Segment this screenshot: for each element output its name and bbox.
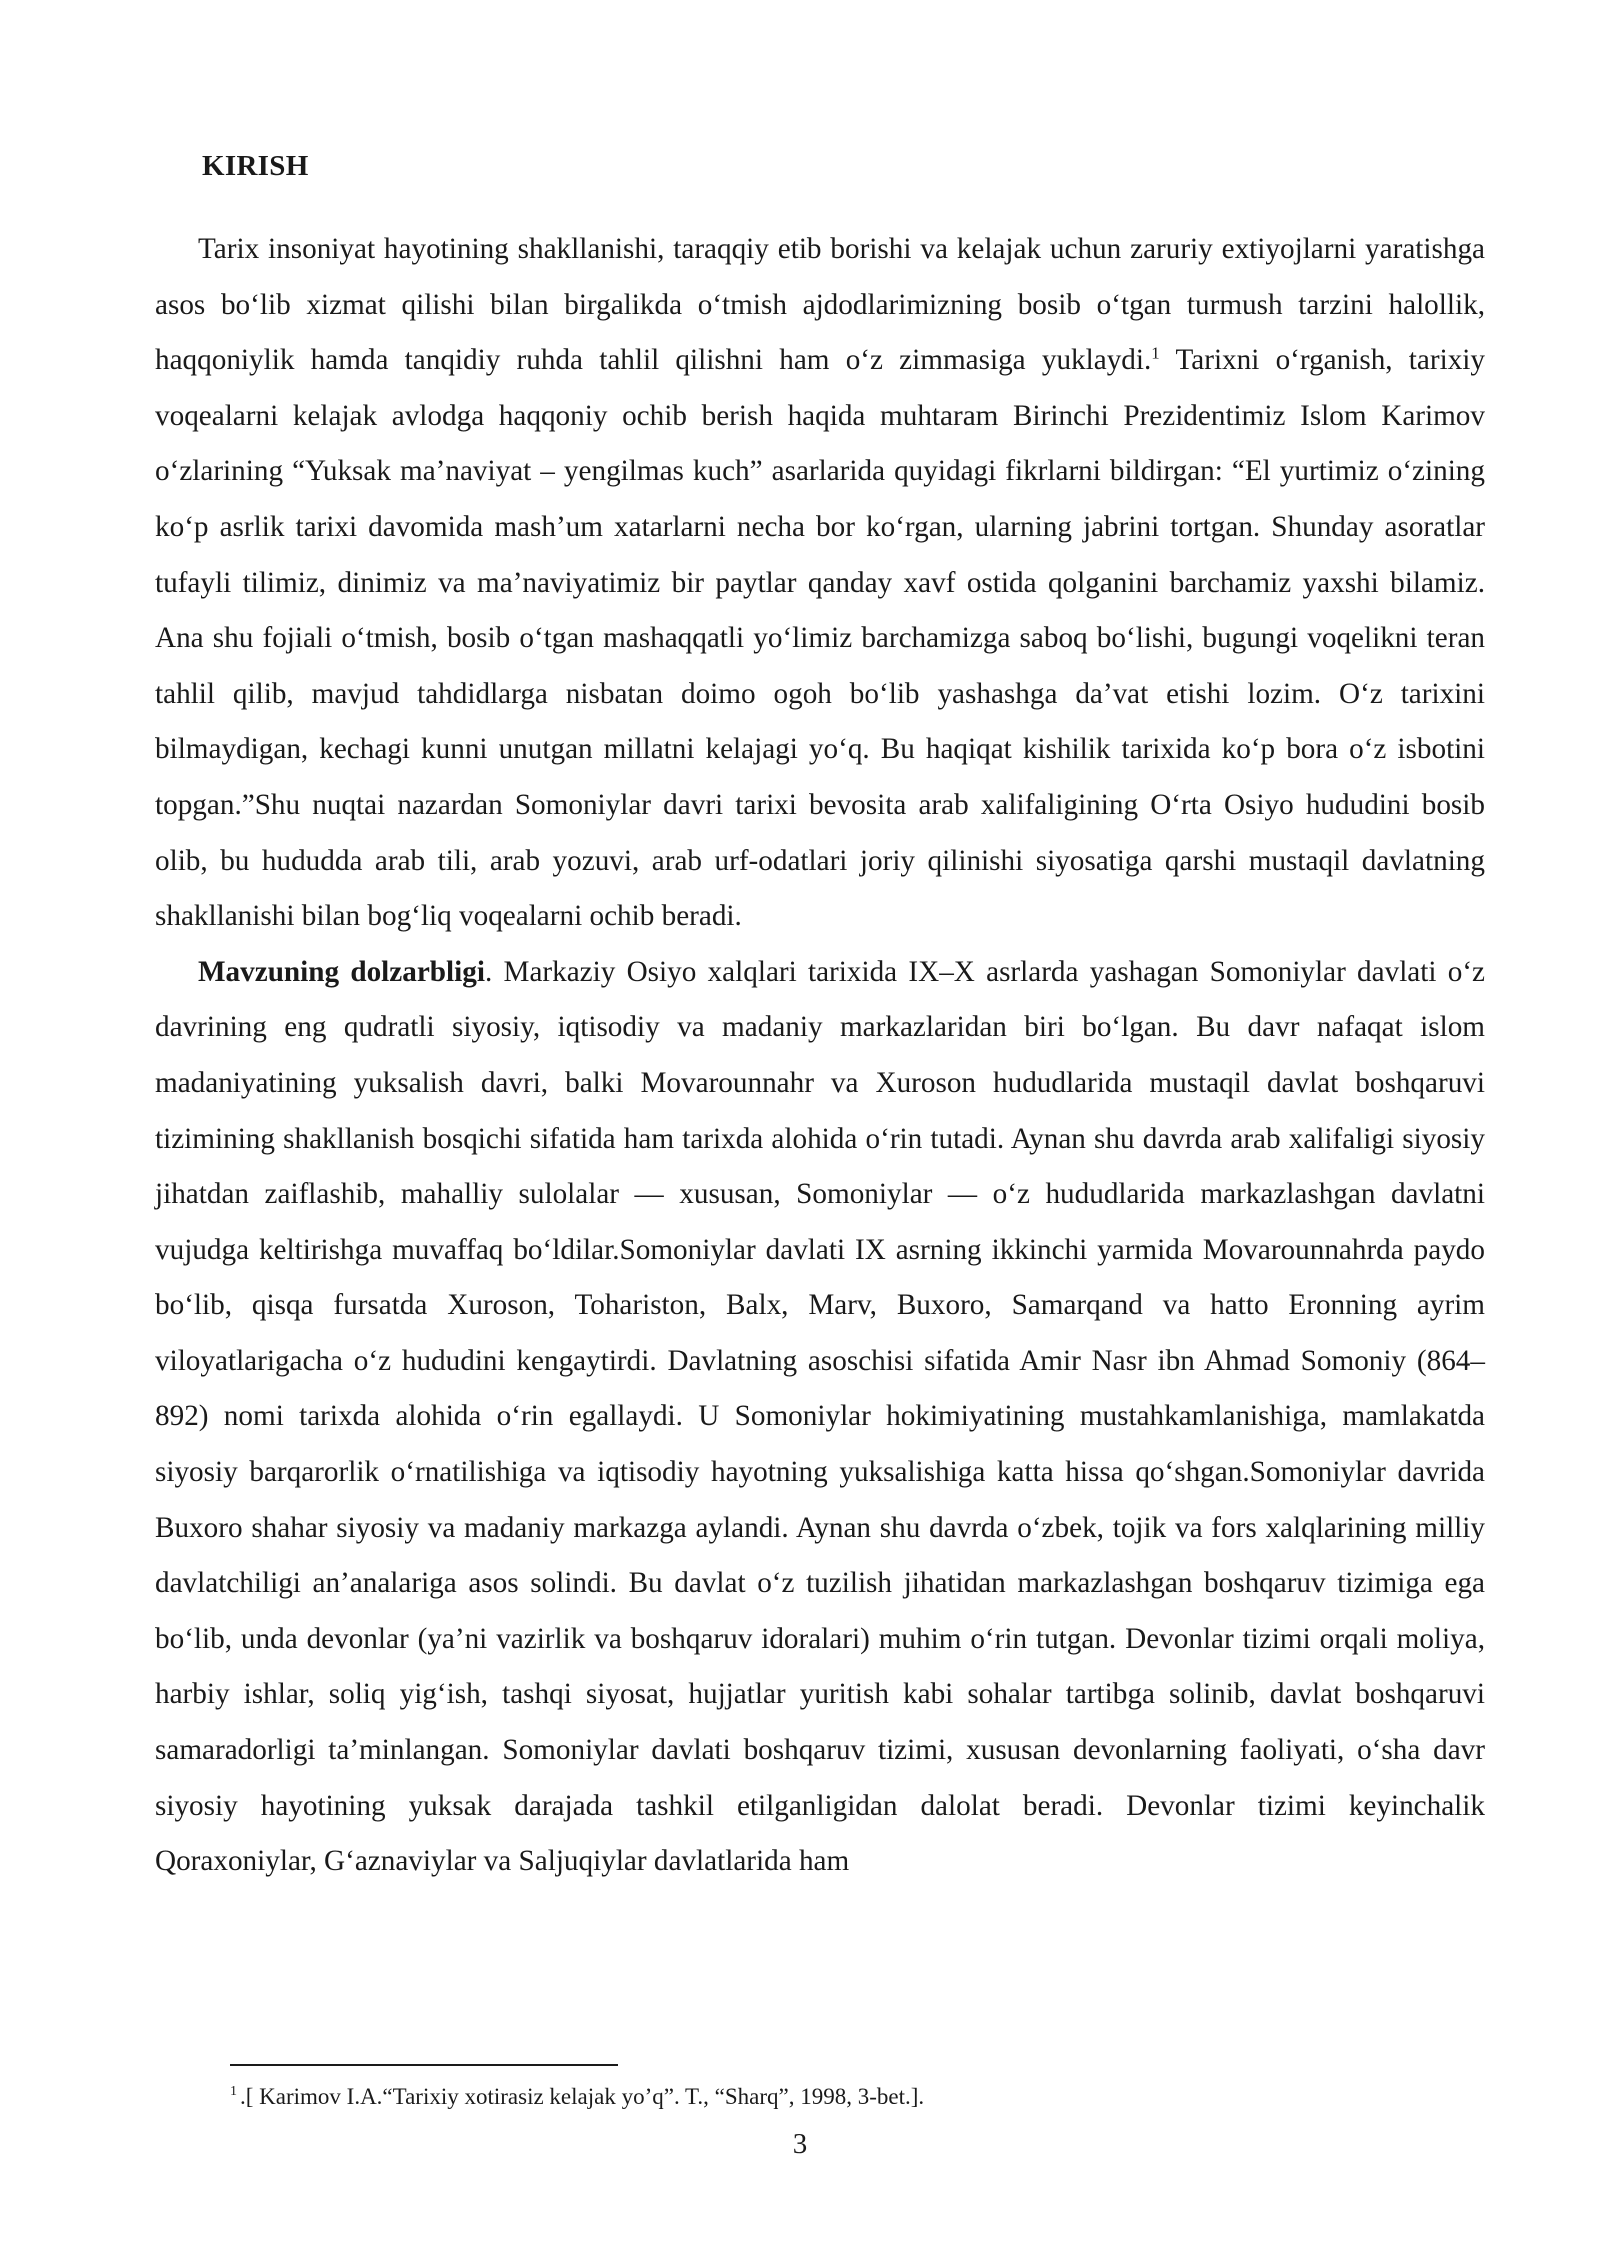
intro-paragraph — [155, 222, 1485, 945]
page-number: 3 — [792, 2128, 808, 2160]
footnote-reference: 1 — [1151, 343, 1160, 363]
footnote-mark: 1 — [230, 2084, 237, 2100]
body-text — [155, 222, 1485, 1890]
footnote-divider — [230, 2064, 618, 2066]
relevance-text: . Markaziy Osiyo xalqlari tarixida IX–X asrlarda yashagan Somoniylar davlati o‘z davrining eng qudratli siyosiy, iqtisodiy va madaniy markazlaridan biri bo‘lgan. Bu davr nafaqat islom madaniyatining yuksalish davri, balki Movarounnahr va Xuroson hududlarida mustaqil davlat boshqaruvi tizimining shakllanish bosqichi sifatida ham tarixda alohida o‘rin tutadi. Aynan shu davrda arab xalifaligi siyosiy jihatdan zaiflashib, mahalliy sulolalar — xususan, Somoniylar — o‘z hududlarida markazlashgan davlatni vujudga keltirishga muvaffaq bo‘ldilar.Somoniylar davlati IX asrning ikkinchi yarmida Movarounnahrda paydo bo‘lib, qisqa fursatda Xuroson, Tohariston, Balx, Marv, Buxoro, Samarqand va hatto Eronning ayrim viloyatlarigacha o‘z hududini kengaytirdi. Davlatning asoschisi sifatida Amir Nasr ibn Ahmad Somoniy (864–892) nomi tarixda alohida o‘rin egallaydi. U Somoniylar hokimiyatining mustahkamlanishiga, mamlakatda siyosiy barqarorlik o‘rnatilishiga va iqtisodiy hayotning yuksalishiga katta hissa qo‘shgan.Somoniylar davrida Buxoro shahar siyosiy va madaniy markazga aylandi. Aynan shu davrda o‘zbek, tojik va fors xalqlarining milliy davlatchiligi an’analariga asos solindi. Bu davlat o‘z tuzilish jihatidan markazlashgan boshqaruv tizimiga ega bo‘lib, unda devonlar (ya’ni vazirlik va boshqaruv idoralari) muhim o‘rin tutgan. Devonlar tizimi orqali moliya, harbiy ishlar, soliq yig‘ish, tashqi siyosat, hujjatlar yuritish kabi sohalar tartibga solinib, davlat boshqaruvi samaradorligi ta’minlangan. Somoniylar davlati boshqaruv tizimi, xususan devonlarning faoliyati, o‘sha davr siyosiy hayotining yuksak darajada tashkil etilganligidan dalolat beradi. Devonlar tizimi keyinchalik Qoraxoniylar, G‘aznaviylar va Saljuqiylar davlatlarida ham — [155, 955, 1486, 1878]
paragraph-text: Tarix insoniyat hayotining shakllanishi, taraqqiy etib borishi va kelajak uchun zaruriy extiyojlarni yaratishga asos bo‘lib xizmat qilishi bilan birgalikda o‘tmish ajdodlarimizning bosib o‘tgan turmush tarzini halollik, haqqoniylik hamda tanqidiy ruhda tahlil qilishni ham o‘z zimmasiga yuklaydi. — [155, 233, 1485, 377]
footnote-text: .[ Karimov I.A.“Tarixiy xotirasiz kelajak yo’q”. T., “Sharq”, 1998, 3-bet.]. — [240, 2084, 925, 2109]
section-heading: KIRISH — [202, 150, 309, 182]
paragraph-text-continued: Tarixni o‘rganish, tarixiy voqealarni kelajak avlodga haqqoniy ochib berish haqida muhtaram Birinchi Prezidentimiz Islom Karimov o‘zlarining “Yuksak ma’naviyat – yengilmas kuch” asarlarida quyidagi fikrlarni bildirgan: “El yurtimiz o‘zining ko‘p asrlik tarixi davomida mash’um xatarlarni necha bor ko‘rgan, ularning jabrini tortgan. Shunday asoratlar tufayli tilimiz, dinimiz va ma’naviyatimiz bir paytlar qanday xavf ostida qolganini barchamiz yaxshi bilamiz. Ana shu fojiali o‘tmish, bosib o‘tgan mashaqqatli yo‘limiz barchamizga saboq bo‘lishi, bugungi voqelikni teran tahlil qilib, mavjud tahdidlarga nisbatan doimo ogoh bo‘lib yashashga da’vat etishi lozim. O‘z tarixini bilmaydigan, kechagi kunni unutgan millatni kelajagi yo‘q. Bu haqiqat kishilik tarixida ko‘p bora o‘z isbotini topgan.”Shu nuqtai nazardan Somoniylar davri tarixi bevosita arab xalifaligining O‘rta Osiyo hududini bosib olib, bu hududda arab tili, arab yozuvi, arab urf-odatlari joriy qilinishi siyosatiga qarshi mustaqil davlatning shakllanishi bilan bog‘liq voqealarni ochib beradi. — [155, 344, 1485, 933]
footnote — [230, 2082, 1430, 2112]
relevance-paragraph — [155, 945, 1485, 1890]
relevance-term: Mavzuning dolzarbligi — [198, 955, 485, 988]
